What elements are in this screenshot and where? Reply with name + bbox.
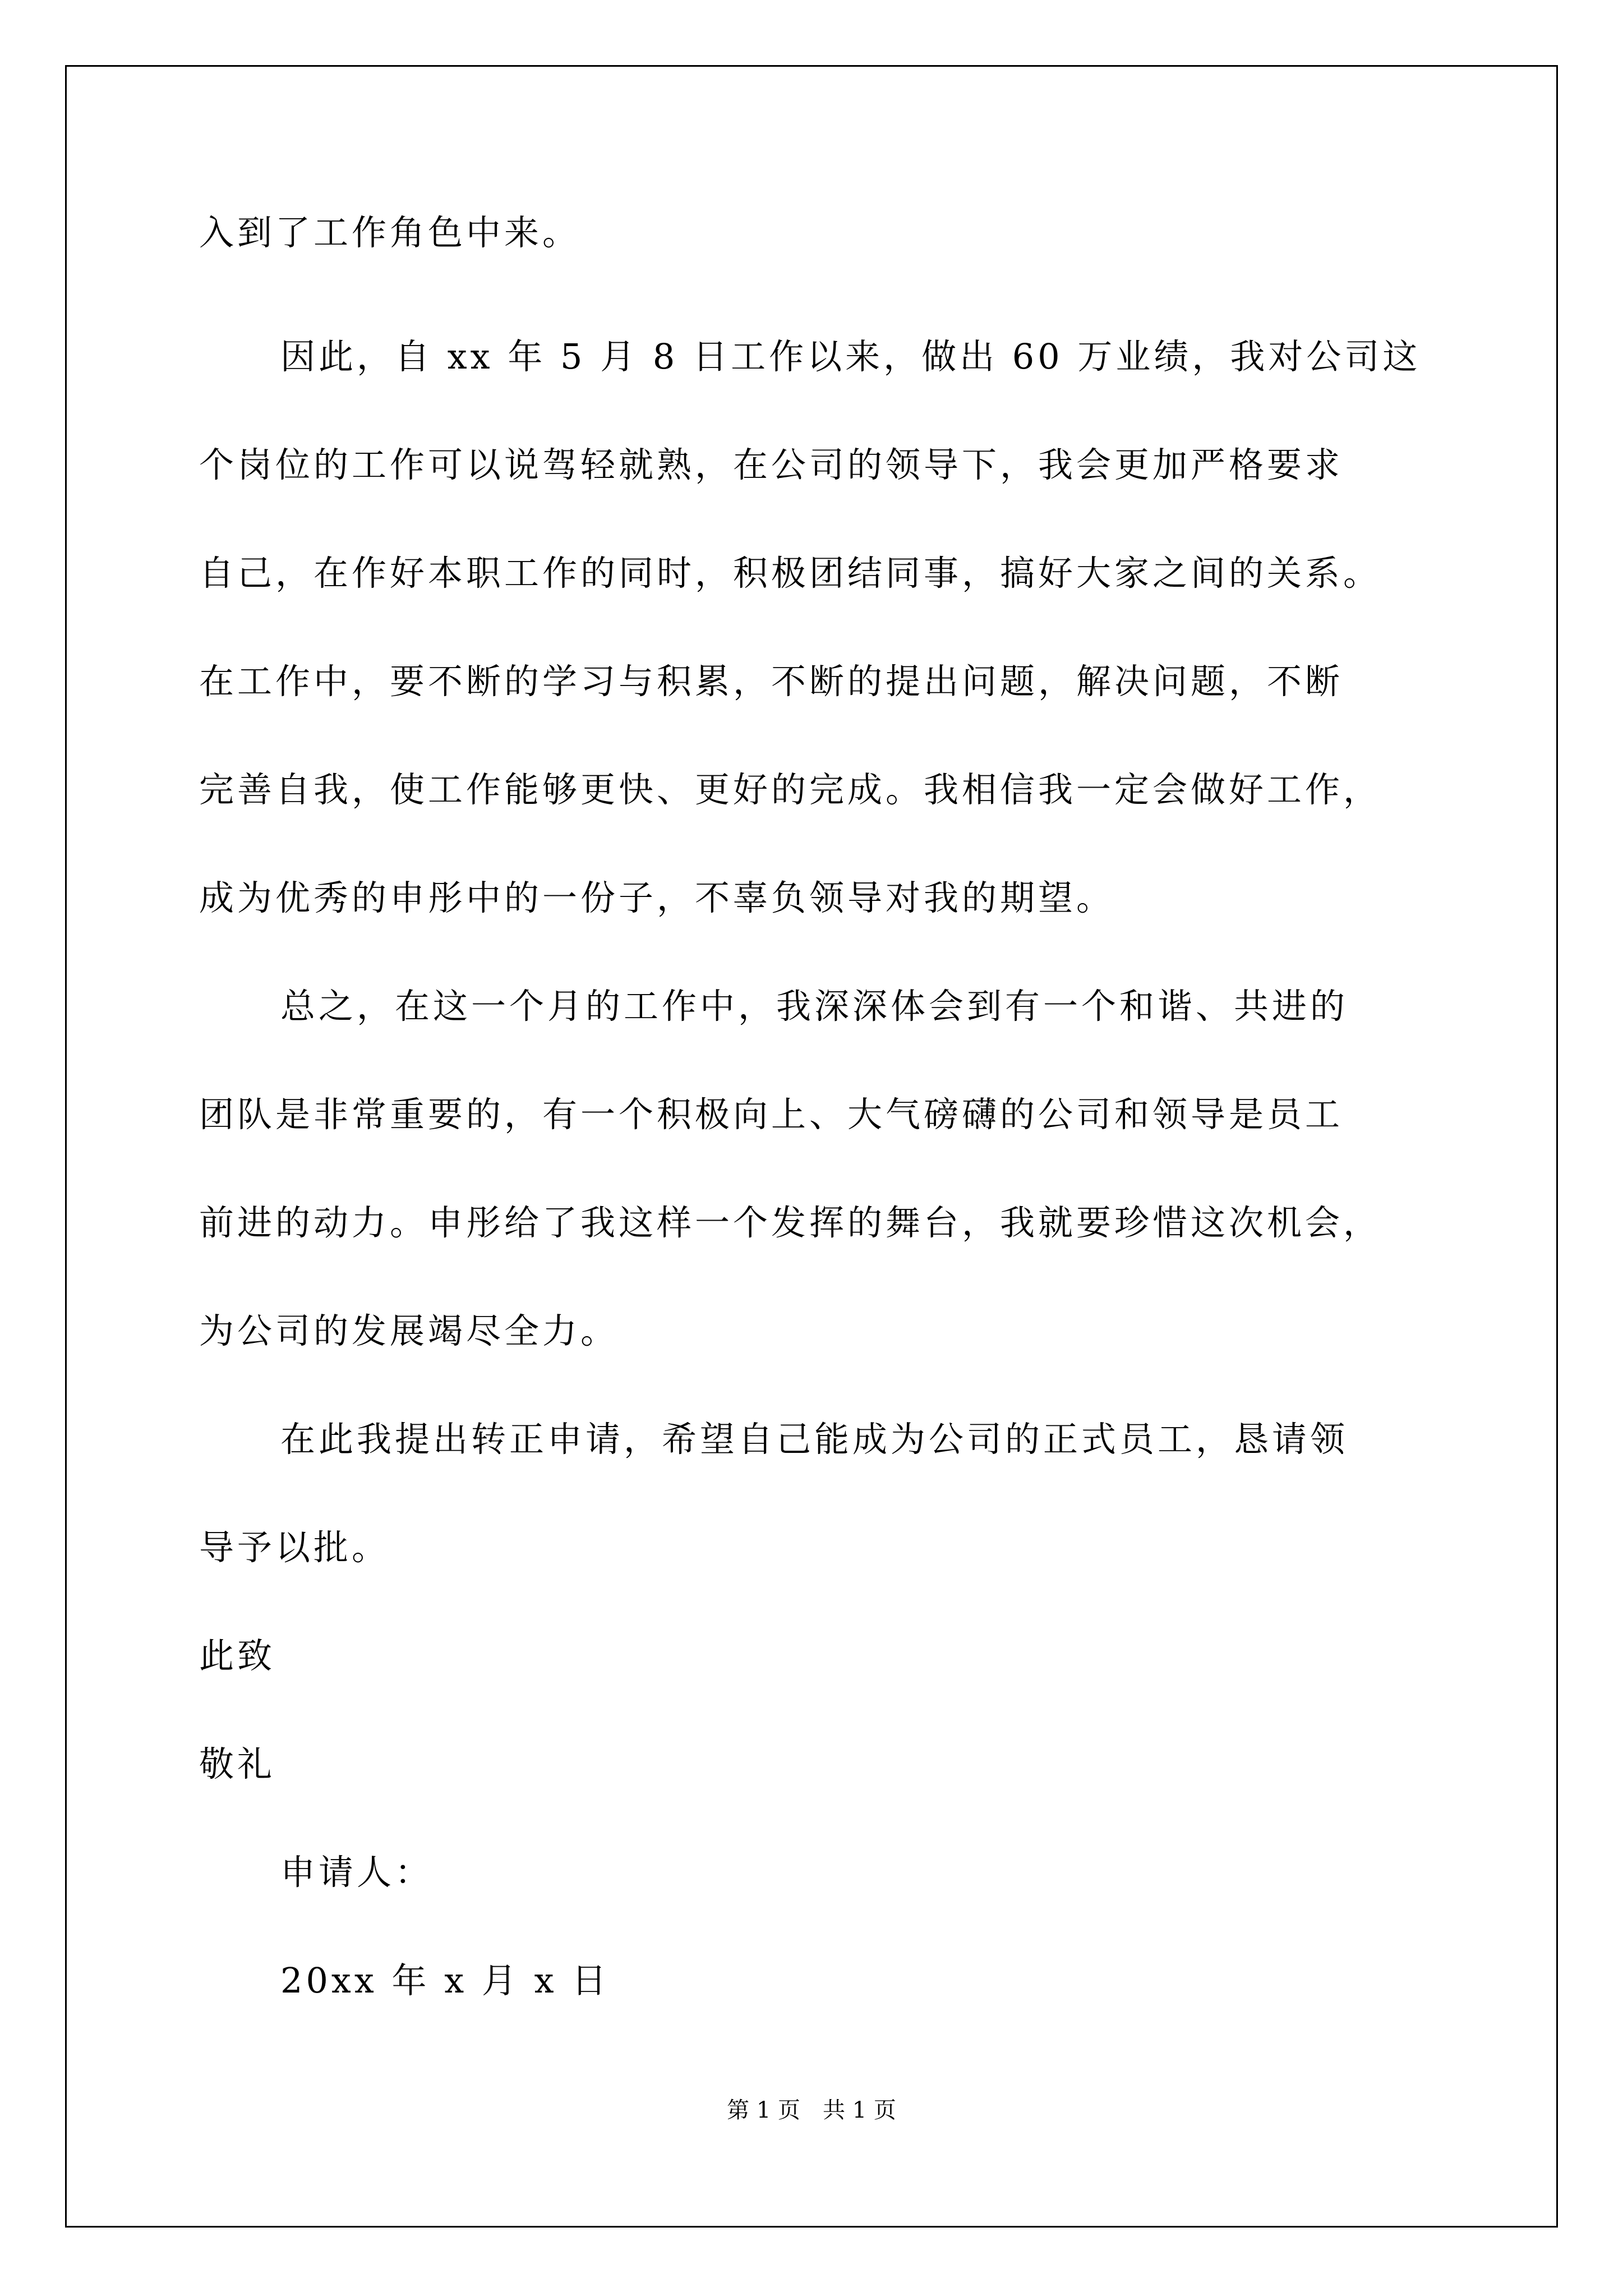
paragraph-line: 在工作中，要不断的学习与积累，不断的提出问题，解决问题，不断 <box>199 661 1344 702</box>
paragraph-line: 为公司的发展竭尽全力。 <box>199 1310 619 1351</box>
page-number: 第 1 页 <box>727 2097 800 2123</box>
page-footer <box>0 2093 1623 2127</box>
paragraph-line: 前进的动力。申彤给了我这样一个发挥的舞台，我就要珍惜这次机会， <box>199 1202 1382 1243</box>
page-border <box>65 65 1558 2228</box>
paragraph-line: 在此我提出转正申请，希望自己能成为公司的正式员工，恳请领 <box>280 1419 1349 1460</box>
paragraph-line: 团队是非常重要的，有一个积极向上、大气磅礴的公司和领导是员工 <box>199 1094 1344 1135</box>
closing-regards: 敬礼 <box>199 1743 276 1784</box>
paragraph-line: 导予以批。 <box>199 1527 390 1568</box>
page-total: 共 1 页 <box>823 2097 896 2123</box>
paragraph-line: 完善自我，使工作能够更快、更好的完成。我相信我一定会做好工作， <box>199 769 1382 810</box>
paragraph-line: 入到了工作角色中来。 <box>199 212 581 253</box>
paragraph-line: 因此，自 xx 年 5 月 8 日工作以来，做出 60 万业绩，我对公司这 <box>280 336 1421 377</box>
date-line: 20xx 年 x 月 x 日 <box>280 1960 610 2001</box>
paragraph-line: 总之，在这一个月的工作中，我深深体会到有一个和谐、共进的 <box>280 986 1349 1027</box>
paragraph-line: 自己，在作好本职工作的同时，积极团结同事，搞好大家之间的关系。 <box>199 553 1382 593</box>
paragraph-line: 成为优秀的申彤中的一份子，不辜负领导对我的期望。 <box>199 877 1115 918</box>
paragraph-line: 个岗位的工作可以说驾轻就熟，在公司的领导下，我会更加严格要求 <box>199 444 1344 485</box>
closing-salutation: 此致 <box>199 1635 276 1676</box>
applicant-label: 申请人： <box>280 1852 434 1893</box>
